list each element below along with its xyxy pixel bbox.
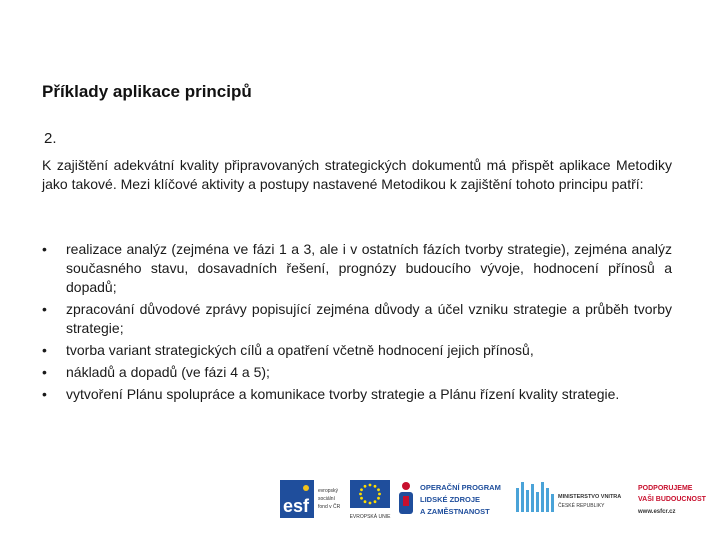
ministry-logo-line: MINISTERSTVO VNITRA <box>558 494 622 500</box>
support-logo-line: PODPORUJEME <box>638 485 693 492</box>
list-item <box>42 341 672 360</box>
list-item-text: realizace analýz (zejména ve fázi 1 a 3, ale i v ostatních fázích tvorby strategie), zejména analýz současného stavu, dosavadních řešení, prognózy budoucího vývoje, hodnocení přínosů a dopadů; <box>66 241 672 295</box>
slide-title: Příklady aplikace principů <box>42 82 252 101</box>
esf-logo-line: sociální <box>318 496 335 502</box>
op-lzz-logo <box>396 478 508 522</box>
esf-logo-line: fond v ČR <box>318 504 341 510</box>
op-logo-accent-icon <box>403 496 409 506</box>
esf-logo-mark: esf <box>283 496 310 516</box>
esf-logo-line: evropský <box>318 488 339 494</box>
support-logo-line: VAŠI BUDOUCNOST <box>638 496 706 503</box>
bullet-icon: • <box>42 342 47 358</box>
op-logo-head-icon <box>402 482 410 490</box>
esf-logo <box>278 478 344 522</box>
op-logo-line: OPERAČNÍ PROGRAM <box>420 483 501 492</box>
list-item-text: tvorba variant strategických cílů a opatření včetně hodnocení jejich přínosů, <box>66 342 534 358</box>
ministry-logo-line: ČESKÉ REPUBLIKY <box>558 503 605 509</box>
section-number: 2. <box>44 130 57 147</box>
esf-logo-star <box>303 485 309 491</box>
list-item <box>42 363 672 382</box>
ministry-emblem-icon <box>516 482 554 512</box>
eu-flag-logo <box>346 478 396 522</box>
intro-paragraph: K zajištění adekvátní kvality připravovaných strategických dokumentů má přispět aplikace Metodiky jako takové. Mezi klíčové aktivity a postupy nastavené Metodikou k zajištění tohoto principu patří: <box>42 157 672 192</box>
ministry-logo <box>514 478 632 522</box>
op-logo-line: LIDSKÉ ZDROJE <box>420 495 481 504</box>
list-item-text: zpracování důvodové zprávy popisující zejména důvody a účel vzniku strategie a průběh tvorby strategie; <box>66 301 672 336</box>
list-item-text: vytvoření Plánu spolupráce a komunikace tvorby strategie a Plánu řízení kvality strategie. <box>66 386 620 402</box>
bullet-icon: • <box>42 301 47 317</box>
list-item <box>42 240 672 297</box>
bullet-list <box>42 240 672 407</box>
bullet-icon: • <box>42 241 47 257</box>
bullet-icon: • <box>42 364 47 380</box>
list-item <box>42 385 672 404</box>
eu-logo-label: EVROPSKÁ UNIE <box>349 514 391 520</box>
list-item-text: nákladů a dopadů (ve fázi 4 a 5); <box>66 364 270 380</box>
bullet-icon: • <box>42 386 47 402</box>
support-logo-url: www.esfcr.cz <box>638 509 676 515</box>
list-item <box>42 300 672 338</box>
footer-logos <box>278 478 718 522</box>
op-logo-line: A ZAMĚSTNANOST <box>420 507 490 516</box>
support-logo <box>636 478 716 522</box>
